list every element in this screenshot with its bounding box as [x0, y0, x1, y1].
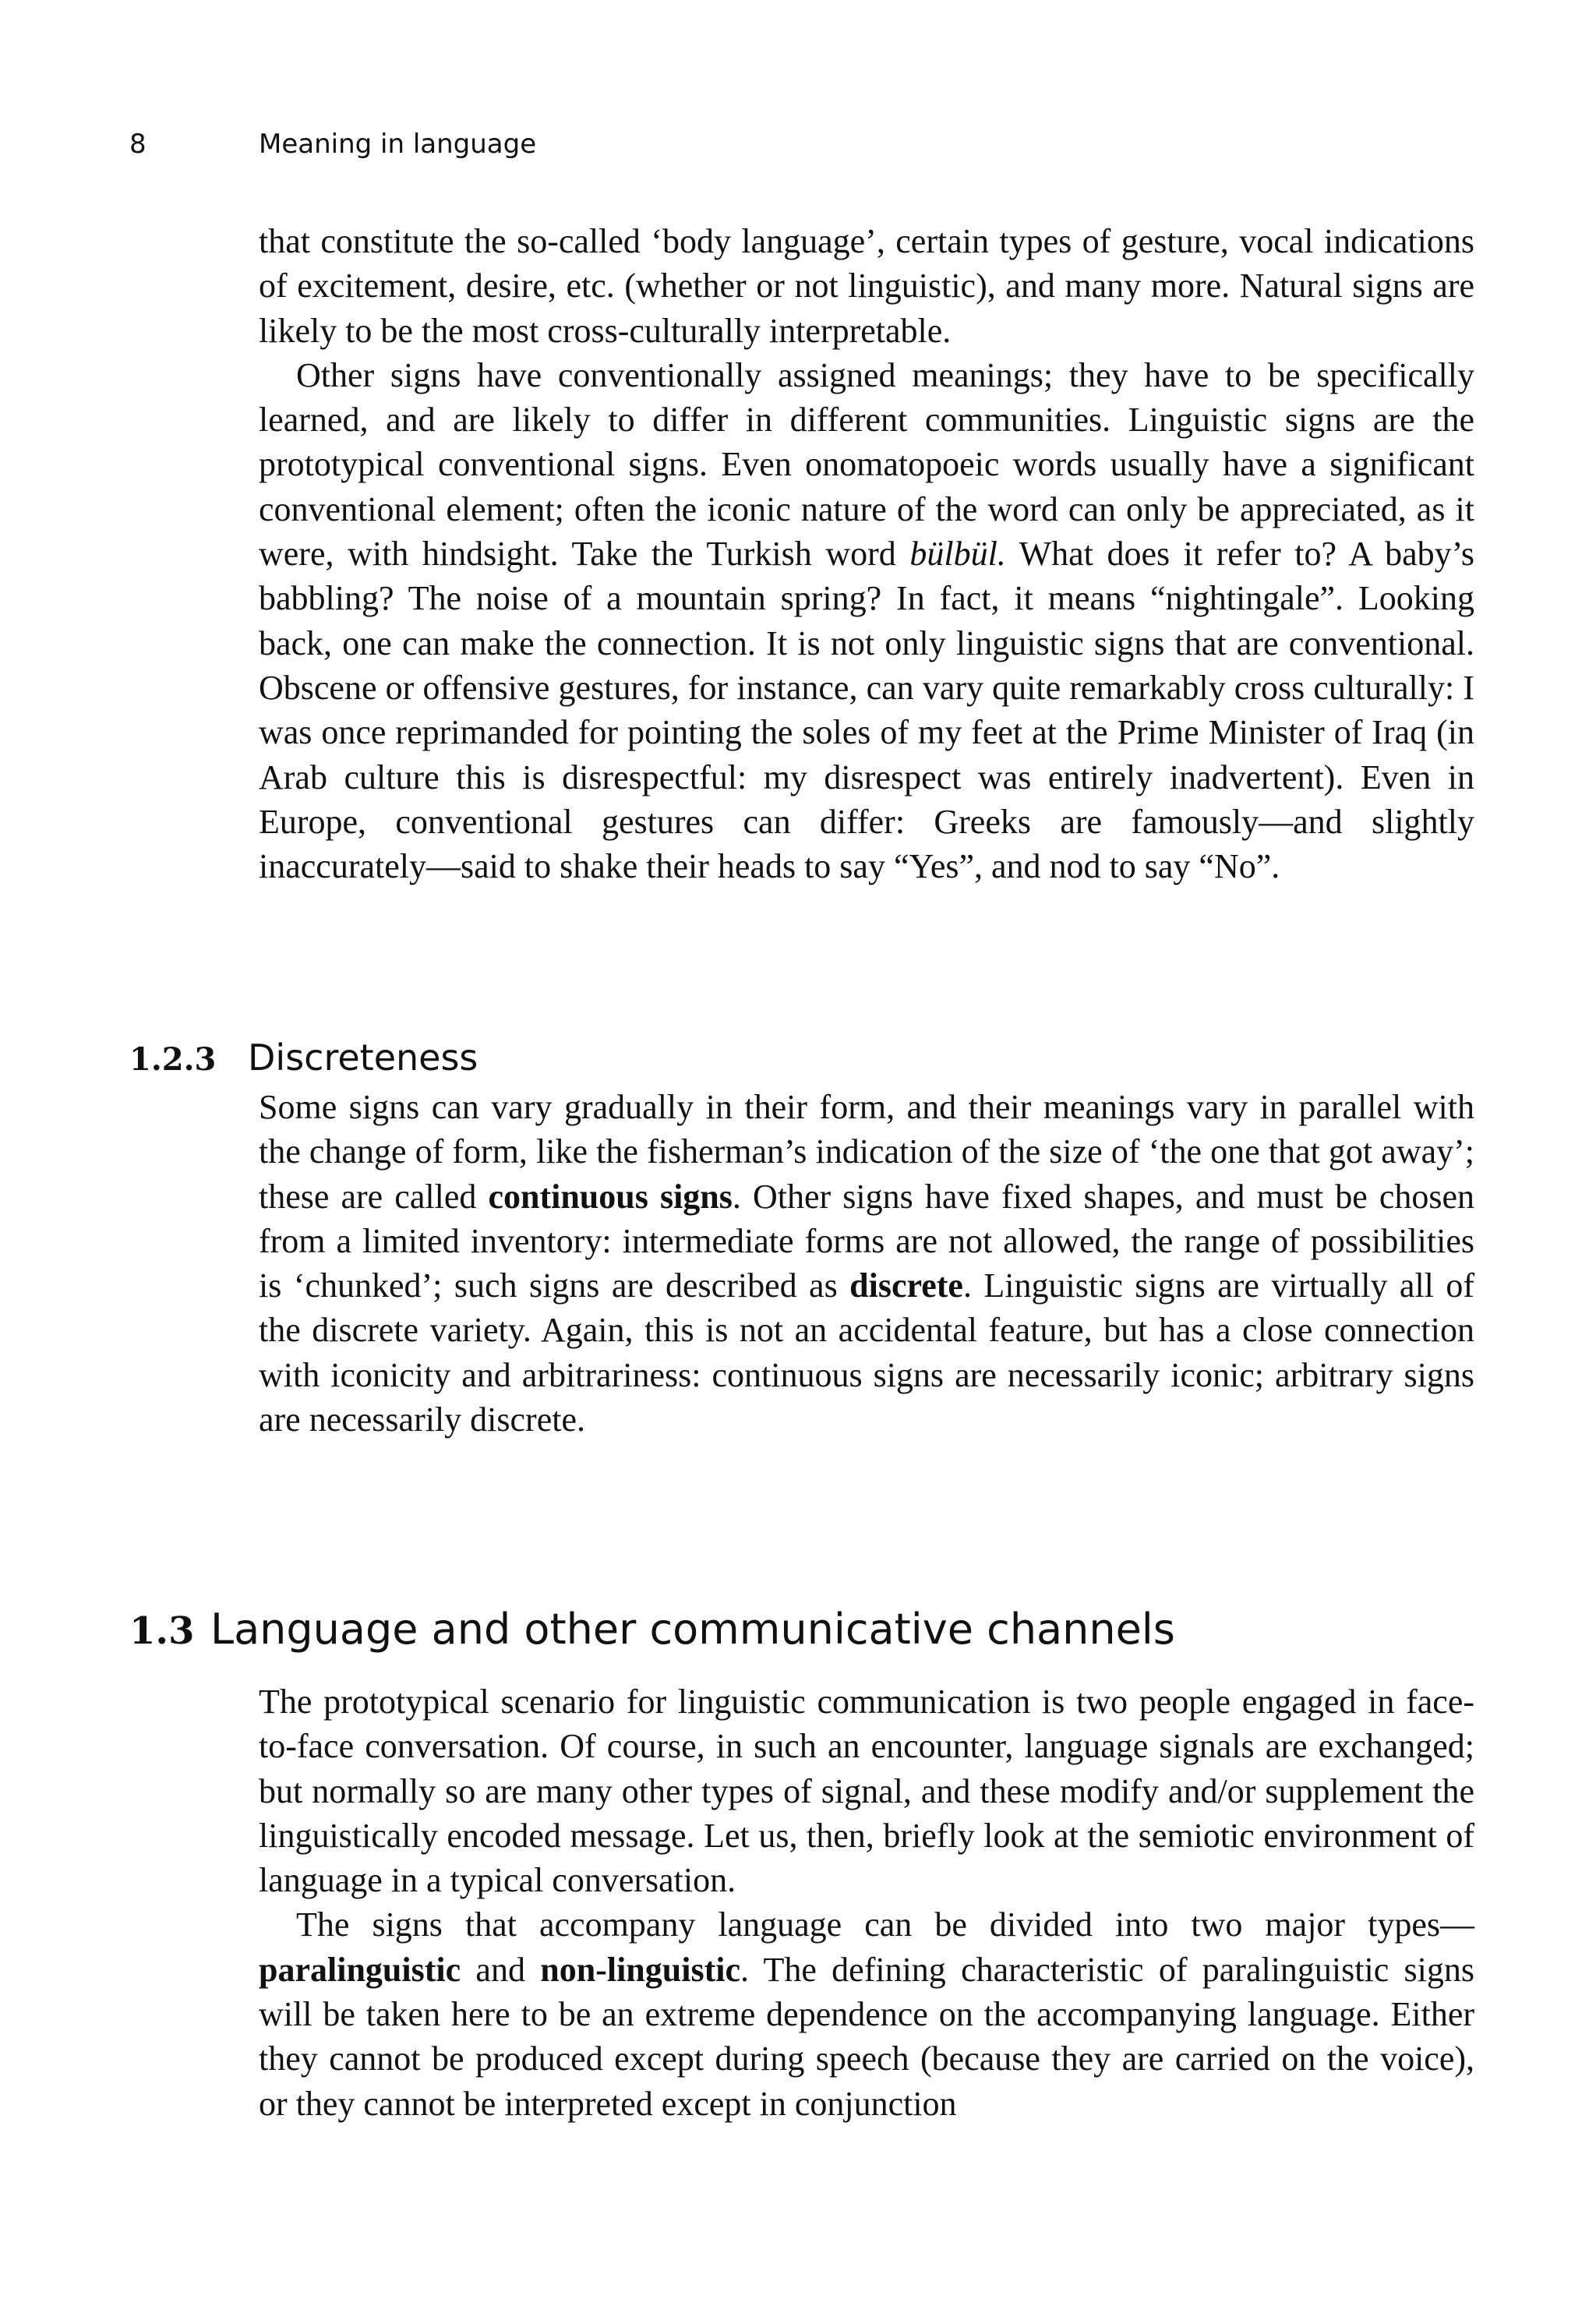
paragraph-continued: that constitute the so-called ‘body language’, certain types of gesture, vocal indications of excitement, desire, etc. (whether or not linguistic), and many more. Natural signs are likely to be the most cross-culturally interpretable. [259, 222, 1474, 350]
key-term: paralinguistic [259, 1950, 461, 1989]
page-number: 8 [129, 129, 147, 160]
paragraph-discreteness [259, 1085, 1474, 1442]
paragraph-prototypical-scenario: The prototypical scenario for linguistic communication is two people engaged in face-to-face conversation. Of course, in such an encounter, language signals are exchanged; but normally so are many other types of signal, and these modify and/or supplement the linguistically encoded message. Let us, then, briefly look at the semiotic environment of language in a typical conversation. [259, 1683, 1474, 1900]
subsection-number: 1.2.3 [129, 1041, 217, 1078]
key-term: discrete [849, 1266, 963, 1305]
running-head [129, 129, 537, 160]
paragraph-text: . Linguistic signs are virtually all of the discrete variety. Again, this is not an accidental feature, but has a close connection with iconicity and arbitrariness: continuous signs are necessarily iconic; arbitrary signs are necessarily discrete. [259, 1266, 1474, 1439]
discreteness-text [259, 1085, 1474, 1442]
paragraph-text: Other signs have conventionally assigned meanings; they have to be specifically learned, and are likely to differ in different communities. Linguistic signs are the prototypical conventional signs. Even onomatopoeic words usually have a significant conventional element; often the iconic nature of the word can only be appreciated, as it were, with hindsight. Take the Turkish word [259, 355, 1474, 574]
key-term: non-linguistic [540, 1950, 740, 1989]
section-heading [129, 1605, 1175, 1654]
paragraph-text: . The defining characteristic of paralinguistic signs will be taken here to be an extreme dependence on the accompanying language. Either they cannot be produced except during speech (because they are carried on the voice), or they cannot be interpreted except in conjunction [259, 1950, 1475, 2123]
body-text-continuation [259, 219, 1474, 888]
paragraph-conventional-signs [259, 353, 1474, 889]
communicative-channels-text [259, 1679, 1474, 2126]
paragraph-text: Some signs can vary gradually in their form, and their meanings vary in parallel with the change of form, like the fisherman’s indication of the size of ‘the one that got away’; these are called [259, 1088, 1474, 1216]
example-word: bülbül. [909, 535, 1006, 574]
paragraph-text: The signs that accompany language can be divided into two major types— [296, 1905, 1474, 1944]
paragraph-text: and [461, 1950, 541, 1989]
paragraph-text: . Other signs have fixed shapes, and must be chosen from a limited inventory: intermediate forms are not allowed, the range of possibilities is ‘chunked’; such signs are described as [259, 1177, 1475, 1305]
paragraph-text: What does it refer to? A baby’s babbling? The noise of a mountain spring? In fact, it means “nightingale”. Looking back, one can make the connection. It is not only linguistic signs that are conventional. Obscene or offensive gestures, for instance, can vary quite remarkably cross culturally: I was once reprimanded for pointing the soles of my feet at the Prime Minister of Iraq (in Arab culture this is disrespectful: my disrespect was entirely inadvertent). Even in Europe, conventional gestures can differ: Greeks are famously—and slightly inaccurately—said to shake their heads to say “Yes”, and nod to say “No”. [259, 535, 1474, 886]
section-number: 1.3 [129, 1609, 195, 1653]
subsection-heading [129, 1036, 478, 1079]
subsection-title: Discreteness [248, 1036, 478, 1079]
running-head-title: Meaning in language [259, 129, 537, 160]
section-title: Language and other communicative channels [210, 1605, 1175, 1654]
key-term: continuous signs [488, 1177, 733, 1216]
paragraph-sign-types [259, 1902, 1474, 2125]
